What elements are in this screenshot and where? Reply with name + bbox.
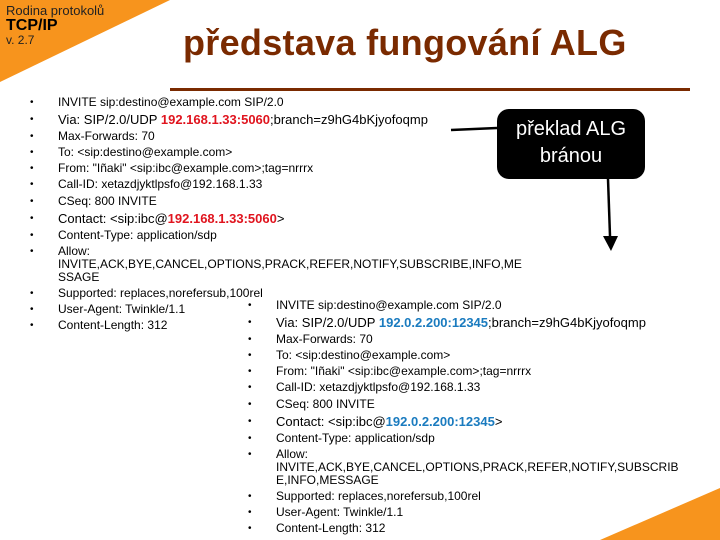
series-line-1: Rodina protokolů bbox=[6, 3, 105, 18]
allow-methods: INVITE,ACK,BYE,CANCEL,OPTIONS,PRACK,REFER,NOTIFY,SUBSCRIB bbox=[276, 459, 679, 474]
allow-methods: INVITE,ACK,BYE,CANCEL,OPTIONS,PRACK,REFER,NOTIFY,SUBSCRIBE,INFO,ME bbox=[58, 256, 522, 271]
via-prefix: Via: SIP/2.0/UDP bbox=[58, 112, 161, 128]
slide-title: představa fungování ALG bbox=[183, 22, 627, 63]
callout-line-1: překlad ALG bbox=[515, 118, 627, 140]
header-to: • To: <sip:destino@example.com> bbox=[248, 349, 718, 362]
header-from: • From: "Iñaki" <sip:ibc@example.com>;tag=nrrrx bbox=[30, 162, 570, 175]
header-contact bbox=[30, 211, 570, 226]
alg-translation-callout bbox=[497, 109, 645, 179]
header-to: • To: <sip:destino@example.com> bbox=[30, 146, 570, 159]
allow-methods-wrap: SSAGE bbox=[58, 269, 100, 284]
title-underline bbox=[170, 88, 690, 91]
arrow-shaft-down bbox=[608, 179, 610, 236]
header-content-type: • Content-Type: application/sdp bbox=[248, 432, 718, 445]
translated-sip-message bbox=[248, 299, 718, 538]
via-suffix: ;branch=z9hG4bKjyofoqmp bbox=[270, 112, 428, 128]
callout-line-2: bránou bbox=[539, 145, 603, 167]
header-content-type: • Content-Type: application/sdp bbox=[30, 229, 570, 242]
series-line-2: TCP/IP bbox=[6, 17, 58, 34]
allow-label: Allow: bbox=[58, 243, 91, 258]
contact-address: 192.168.1.33:5060 bbox=[167, 210, 277, 226]
allow-label: Allow: bbox=[276, 446, 309, 461]
contact-suffix: > bbox=[494, 413, 503, 429]
via-address: 192.0.2.200:12345 bbox=[378, 315, 489, 331]
header-content-length: • Content-Length: 312 bbox=[248, 522, 718, 535]
header-max-forwards: • Max-Forwards: 70 bbox=[30, 130, 570, 143]
header-user-agent: • User-Agent: Twinkle/1.1 bbox=[30, 303, 570, 316]
header-call-id: • Call-ID: xetazdjyktlpsfo@192.168.1.33 bbox=[248, 381, 718, 394]
via-address: 192.168.1.33:5060 bbox=[160, 112, 271, 128]
header-max-forwards: • Max-Forwards: 70 bbox=[248, 333, 718, 346]
header-user-agent: • User-Agent: Twinkle/1.1 bbox=[248, 506, 718, 519]
contact-address: 192.0.2.200:12345 bbox=[385, 413, 495, 429]
header-via bbox=[248, 315, 718, 330]
header-cseq: • CSeq: 800 INVITE bbox=[30, 195, 570, 208]
series-label bbox=[6, 3, 104, 48]
allow-methods-wrap: E,INFO,MESSAGE bbox=[276, 472, 379, 487]
via-suffix: ;branch=z9hG4bKjyofoqmp bbox=[488, 315, 646, 331]
header-allow bbox=[30, 245, 570, 284]
header-allow bbox=[248, 448, 718, 487]
via-prefix: Via: SIP/2.0/UDP bbox=[276, 315, 379, 331]
contact-prefix: Contact: <sip:ibc@ bbox=[58, 210, 168, 226]
contact-suffix: > bbox=[276, 210, 285, 226]
header-cseq: • CSeq: 800 INVITE bbox=[248, 398, 718, 411]
header-via bbox=[30, 112, 570, 127]
header-supported: • Supported: replaces,norefersub,100rel bbox=[30, 287, 570, 300]
header-call-id: • Call-ID: xetazdjyktlpsfo@192.168.1.33 bbox=[30, 178, 570, 191]
header-content-length: • Content-Length: 312 bbox=[30, 319, 570, 332]
header-contact bbox=[248, 414, 718, 429]
header-supported: • Supported: replaces,norefersub,100rel bbox=[248, 490, 718, 503]
series-version: v. 2.7 bbox=[6, 33, 35, 47]
header-invite: • INVITE sip:destino@example.com SIP/2.0 bbox=[248, 299, 718, 312]
header-from: • From: "Iñaki" <sip:ibc@example.com>;tag=nrrrx bbox=[248, 365, 718, 378]
header-invite: • INVITE sip:destino@example.com SIP/2.0 bbox=[30, 96, 570, 109]
arrow-head-down bbox=[603, 236, 618, 251]
contact-prefix: Contact: <sip:ibc@ bbox=[276, 413, 386, 429]
